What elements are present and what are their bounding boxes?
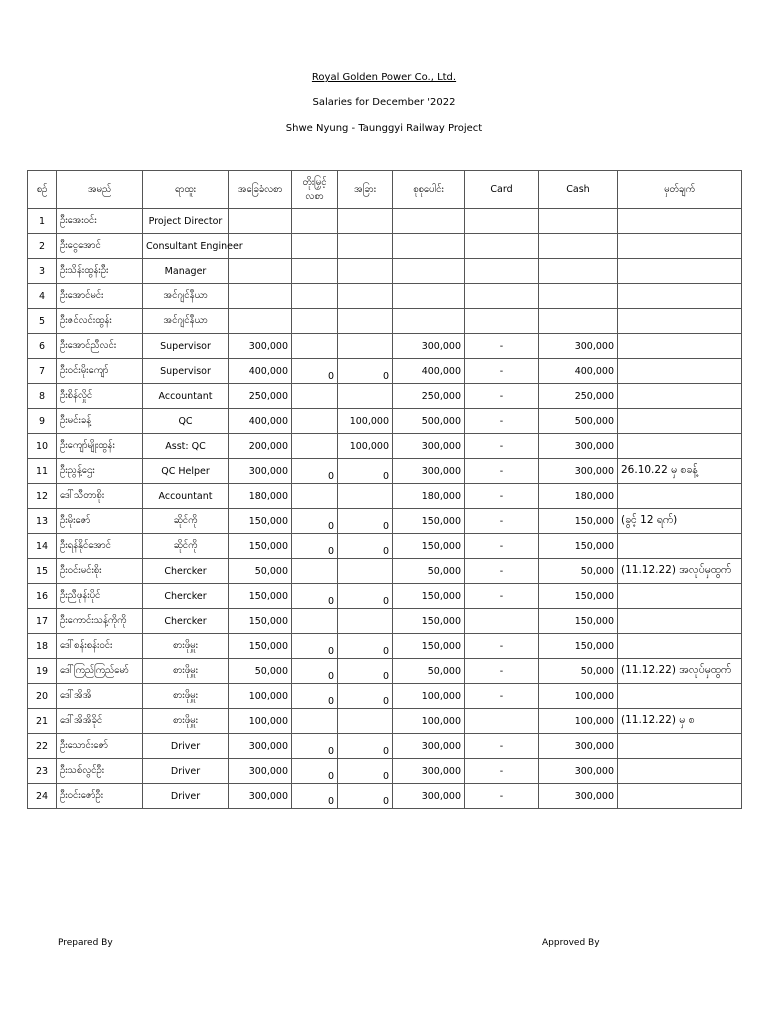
cell-cash: 400,000 [539, 359, 618, 384]
cell-remark [618, 734, 742, 759]
cell-name: ဒေါ်သီတာစိုး [57, 484, 143, 509]
table-row [28, 659, 742, 684]
prepared-by-label: Prepared By [58, 938, 113, 948]
cell-position: Chercker [143, 584, 229, 609]
col-header-total: စုစုပေါင်း [393, 171, 465, 209]
cell-increment [292, 559, 338, 584]
table-row [28, 434, 742, 459]
cell-basic-salary: 150,000 [229, 609, 292, 634]
cell-card: - [465, 534, 539, 559]
cell-total: 100,000 [393, 684, 465, 709]
cell-name: ဦးဝင်းမင်းစိုး [57, 559, 143, 584]
cell-total: 300,000 [393, 334, 465, 359]
cell-cash: 150,000 [539, 584, 618, 609]
table-row [28, 409, 742, 434]
cell-name: ဦးဝင်းမိုးကျော် [57, 359, 143, 384]
cell-other: 0 [338, 634, 393, 659]
cell-other: 0 [338, 659, 393, 684]
cell-total: 300,000 [393, 459, 465, 484]
cell-card: - [465, 409, 539, 434]
cell-cash: 150,000 [539, 509, 618, 534]
cell-remark [618, 584, 742, 609]
cell-no: 22 [28, 734, 57, 759]
col-header-card: Card [465, 171, 539, 209]
cell-basic-salary: 50,000 [229, 559, 292, 584]
cell-name: ဦးမင်းခန့် [57, 409, 143, 434]
cell-total: 400,000 [393, 359, 465, 384]
approved-by-label: Approved By [542, 938, 600, 948]
cell-basic-salary: 150,000 [229, 584, 292, 609]
cell-cash: 300,000 [539, 759, 618, 784]
cell-position: Chercker [143, 559, 229, 584]
cell-other: 0 [338, 459, 393, 484]
table-row [28, 384, 742, 409]
table-row [28, 634, 742, 659]
cell-total [393, 234, 465, 259]
cell-position: စားဖိုမှူး [143, 659, 229, 684]
cell-position: Driver [143, 734, 229, 759]
cell-no: 1 [28, 209, 57, 234]
cell-remark [618, 309, 742, 334]
cell-name: ဦးမိုးဇော် [57, 509, 143, 534]
cell-other: 0 [338, 684, 393, 709]
cell-increment [292, 334, 338, 359]
cell-position: ဆိုင်ကို [143, 534, 229, 559]
cell-no: 9 [28, 409, 57, 434]
cell-cash: 100,000 [539, 709, 618, 734]
cell-name: ဦးအောင်ညီလင်း [57, 334, 143, 359]
cell-increment [292, 709, 338, 734]
cell-cash: 250,000 [539, 384, 618, 409]
cell-total: 300,000 [393, 434, 465, 459]
cell-basic-salary: 150,000 [229, 634, 292, 659]
cell-increment: 0 [292, 684, 338, 709]
cell-increment: 0 [292, 659, 338, 684]
cell-increment [292, 409, 338, 434]
cell-position: QC Helper [143, 459, 229, 484]
cell-cash: 300,000 [539, 784, 618, 809]
cell-basic-salary [229, 284, 292, 309]
cell-no: 23 [28, 759, 57, 784]
cell-basic-salary: 400,000 [229, 359, 292, 384]
cell-remark [618, 484, 742, 509]
table-row [28, 684, 742, 709]
cell-card: - [465, 584, 539, 609]
cell-cash [539, 234, 618, 259]
cell-other [338, 484, 393, 509]
cell-basic-salary: 300,000 [229, 784, 292, 809]
cell-name: ဒေါ်အိအိခိုင် [57, 709, 143, 734]
cell-other [338, 209, 393, 234]
cell-remark [618, 209, 742, 234]
cell-basic-salary: 400,000 [229, 409, 292, 434]
report-subtitle: Salaries for December '2022 [312, 97, 456, 108]
cell-position: စားဖိုမှူး [143, 634, 229, 659]
cell-other: 0 [338, 534, 393, 559]
cell-remark [618, 784, 742, 809]
salary-table [27, 170, 742, 809]
col-header-remark: မှတ်ချက် [618, 171, 742, 209]
cell-total: 250,000 [393, 384, 465, 409]
cell-total [393, 284, 465, 309]
cell-basic-salary: 300,000 [229, 334, 292, 359]
cell-name: ဦးငွေအောင် [57, 234, 143, 259]
cell-cash: 300,000 [539, 434, 618, 459]
cell-remark [618, 634, 742, 659]
cell-total: 150,000 [393, 509, 465, 534]
cell-no: 24 [28, 784, 57, 809]
cell-name: ဒေါ်အိအိ [57, 684, 143, 709]
cell-other [338, 309, 393, 334]
col-header-name: အမည် [57, 171, 143, 209]
cell-remark [618, 434, 742, 459]
cell-total: 300,000 [393, 759, 465, 784]
cell-increment [292, 484, 338, 509]
cell-basic-salary [229, 259, 292, 284]
cell-position: Driver [143, 784, 229, 809]
cell-name: ဦးစိန်လှိုင် [57, 384, 143, 409]
table-row [28, 334, 742, 359]
cell-total: 50,000 [393, 559, 465, 584]
table-body [28, 209, 742, 809]
cell-basic-salary: 300,000 [229, 759, 292, 784]
cell-card: - [465, 459, 539, 484]
table-row [28, 584, 742, 609]
cell-card: - [465, 734, 539, 759]
cell-cash: 300,000 [539, 334, 618, 359]
cell-cash: 300,000 [539, 734, 618, 759]
cell-basic-salary: 150,000 [229, 509, 292, 534]
cell-increment: 0 [292, 634, 338, 659]
cell-total [393, 309, 465, 334]
table-row [28, 259, 742, 284]
cell-cash: 150,000 [539, 609, 618, 634]
cell-increment: 0 [292, 784, 338, 809]
cell-no: 16 [28, 584, 57, 609]
cell-increment: 0 [292, 734, 338, 759]
cell-name: ဦးညီဖုန်းပိုင် [57, 584, 143, 609]
cell-basic-salary: 300,000 [229, 459, 292, 484]
cell-remark [618, 284, 742, 309]
cell-card: - [465, 559, 539, 584]
cell-remark: (ခွင့် 12 ရက်) [618, 509, 742, 534]
cell-name: ဦးညွန့်ဌေး [57, 459, 143, 484]
cell-total: 300,000 [393, 784, 465, 809]
cell-position: Consultant Engineer [143, 234, 229, 259]
cell-card: - [465, 484, 539, 509]
cell-position: Accountant [143, 484, 229, 509]
cell-basic-salary [229, 209, 292, 234]
cell-remark: (11.12.22) အလုပ်မှထွက် [618, 559, 742, 584]
cell-total [393, 209, 465, 234]
cell-no: 6 [28, 334, 57, 359]
cell-name: ဦးအောင်မင်း [57, 284, 143, 309]
table-row [28, 559, 742, 584]
cell-cash: 300,000 [539, 459, 618, 484]
cell-increment: 0 [292, 584, 338, 609]
cell-remark [618, 684, 742, 709]
cell-card: - [465, 384, 539, 409]
cell-total: 500,000 [393, 409, 465, 434]
cell-remark [618, 534, 742, 559]
cell-cash: 100,000 [539, 684, 618, 709]
cell-other [338, 384, 393, 409]
cell-cash: 500,000 [539, 409, 618, 434]
cell-remark [618, 384, 742, 409]
cell-increment [292, 609, 338, 634]
cell-total: 150,000 [393, 534, 465, 559]
cell-position: စားဖိုမှူး [143, 684, 229, 709]
cell-increment [292, 259, 338, 284]
table-row [28, 534, 742, 559]
cell-position: ဆိုင်ကို [143, 509, 229, 534]
cell-position: Project Director [143, 209, 229, 234]
cell-total: 150,000 [393, 584, 465, 609]
cell-card: - [465, 359, 539, 384]
cell-card: - [465, 634, 539, 659]
cell-card [465, 709, 539, 734]
cell-no: 13 [28, 509, 57, 534]
cell-remark [618, 259, 742, 284]
cell-position: QC [143, 409, 229, 434]
cell-remark [618, 409, 742, 434]
cell-name: ဒေါ်ကြည်ကြည်မော် [57, 659, 143, 684]
table-row [28, 509, 742, 534]
cell-cash: 50,000 [539, 559, 618, 584]
cell-basic-salary: 300,000 [229, 734, 292, 759]
cell-no: 3 [28, 259, 57, 284]
project-name: Shwe Nyung - Taunggyi Railway Project [285, 123, 483, 134]
table-row [28, 359, 742, 384]
cell-total [393, 259, 465, 284]
cell-cash [539, 259, 618, 284]
cell-increment [292, 284, 338, 309]
table-row [28, 484, 742, 509]
cell-name: ဦးရန်နိုင်အောင် [57, 534, 143, 559]
cell-total: 50,000 [393, 659, 465, 684]
cell-card [465, 309, 539, 334]
cell-name: ဦးသောင်းဇော် [57, 734, 143, 759]
cell-increment [292, 209, 338, 234]
cell-no: 4 [28, 284, 57, 309]
cell-name: ဒေါ်စန်းစန်းဝင်း [57, 634, 143, 659]
table-header-row [28, 171, 742, 209]
cell-other: 0 [338, 359, 393, 384]
cell-basic-salary: 100,000 [229, 684, 292, 709]
cell-position: Manager [143, 259, 229, 284]
table-row [28, 309, 742, 334]
cell-remark: (11.12.22) မှ စ [618, 709, 742, 734]
table-row [28, 284, 742, 309]
cell-position: Accountant [143, 384, 229, 409]
table-row [28, 759, 742, 784]
cell-remark [618, 234, 742, 259]
cell-other: 0 [338, 509, 393, 534]
cell-card: - [465, 659, 539, 684]
cell-other: 0 [338, 584, 393, 609]
cell-card [465, 209, 539, 234]
cell-name: ဦးဇင်လင်းထွန်း [57, 309, 143, 334]
cell-remark [618, 759, 742, 784]
cell-remark [618, 334, 742, 359]
cell-increment [292, 234, 338, 259]
cell-no: 15 [28, 559, 57, 584]
cell-other [338, 559, 393, 584]
cell-no: 17 [28, 609, 57, 634]
col-header-cash: Cash [539, 171, 618, 209]
cell-card [465, 234, 539, 259]
cell-basic-salary: 180,000 [229, 484, 292, 509]
cell-no: 12 [28, 484, 57, 509]
cell-cash: 150,000 [539, 634, 618, 659]
cell-remark [618, 359, 742, 384]
cell-cash [539, 284, 618, 309]
col-header-position: ရာထူး [143, 171, 229, 209]
cell-name: ဦးဝင်းဇော်ဦး [57, 784, 143, 809]
cell-other [338, 334, 393, 359]
cell-no: 14 [28, 534, 57, 559]
cell-name: ဦးသစ်လွင်ဦး [57, 759, 143, 784]
cell-increment: 0 [292, 509, 338, 534]
cell-cash [539, 209, 618, 234]
cell-increment [292, 309, 338, 334]
cell-no: 7 [28, 359, 57, 384]
cell-cash: 50,000 [539, 659, 618, 684]
cell-card: - [465, 509, 539, 534]
cell-card: - [465, 684, 539, 709]
table-row [28, 734, 742, 759]
cell-name: ဦးကောင်းသန့်ကိုကို [57, 609, 143, 634]
cell-position: စားဖိုမှူး [143, 709, 229, 734]
cell-basic-salary: 50,000 [229, 659, 292, 684]
cell-position: Driver [143, 759, 229, 784]
cell-no: 5 [28, 309, 57, 334]
cell-position: Chercker [143, 609, 229, 634]
table-row [28, 459, 742, 484]
cell-remark: 26.10.22 မှ စခန့် [618, 459, 742, 484]
cell-total: 300,000 [393, 734, 465, 759]
table-row [28, 784, 742, 809]
cell-basic-salary: 250,000 [229, 384, 292, 409]
cell-no: 21 [28, 709, 57, 734]
cell-basic-salary: 200,000 [229, 434, 292, 459]
cell-basic-salary: 150,000 [229, 534, 292, 559]
col-header-increment: တိုးမြှင့်လစာ [292, 171, 338, 209]
cell-card: - [465, 434, 539, 459]
cell-no: 18 [28, 634, 57, 659]
company-name: Royal Golden Power Co., Ltd. [311, 72, 457, 83]
cell-card: - [465, 784, 539, 809]
cell-increment: 0 [292, 459, 338, 484]
cell-position: Asst: QC [143, 434, 229, 459]
cell-other: 0 [338, 759, 393, 784]
cell-other [338, 234, 393, 259]
cell-name: ဦးသိန်းထွန်းဦး [57, 259, 143, 284]
cell-position: Supervisor [143, 334, 229, 359]
cell-other [338, 284, 393, 309]
cell-no: 10 [28, 434, 57, 459]
table-row [28, 209, 742, 234]
cell-cash: 180,000 [539, 484, 618, 509]
cell-increment: 0 [292, 759, 338, 784]
cell-total: 180,000 [393, 484, 465, 509]
cell-position: အင်ဂျင်နီယာ [143, 309, 229, 334]
cell-no: 11 [28, 459, 57, 484]
table-row [28, 609, 742, 634]
cell-card: - [465, 759, 539, 784]
cell-basic-salary [229, 309, 292, 334]
cell-remark [618, 609, 742, 634]
cell-cash [539, 309, 618, 334]
cell-position: Supervisor [143, 359, 229, 384]
cell-no: 8 [28, 384, 57, 409]
cell-name: ဦးအေးဝင်း [57, 209, 143, 234]
table-row [28, 709, 742, 734]
col-header-other: အခြား [338, 171, 393, 209]
col-header-no: စဉ် [28, 171, 57, 209]
cell-other [338, 609, 393, 634]
cell-increment: 0 [292, 534, 338, 559]
cell-card [465, 259, 539, 284]
cell-total: 100,000 [393, 709, 465, 734]
cell-other [338, 259, 393, 284]
cell-total: 150,000 [393, 609, 465, 634]
cell-other: 100,000 [338, 409, 393, 434]
cell-card [465, 609, 539, 634]
cell-no: 2 [28, 234, 57, 259]
col-header-basic-salary: အခြေခံလစာ [229, 171, 292, 209]
cell-increment [292, 434, 338, 459]
cell-name: ဦးကျော်မျိုးထွန်း [57, 434, 143, 459]
cell-other [338, 709, 393, 734]
table-row [28, 234, 742, 259]
cell-card: - [465, 334, 539, 359]
cell-cash: 150,000 [539, 534, 618, 559]
cell-position: အင်ဂျင်နီယာ [143, 284, 229, 309]
cell-card [465, 284, 539, 309]
cell-increment: 0 [292, 359, 338, 384]
cell-other: 100,000 [338, 434, 393, 459]
cell-no: 20 [28, 684, 57, 709]
cell-other: 0 [338, 734, 393, 759]
cell-total: 150,000 [393, 634, 465, 659]
cell-basic-salary: 100,000 [229, 709, 292, 734]
cell-no: 19 [28, 659, 57, 684]
cell-remark: (11.12.22) အလုပ်မှထွက် [618, 659, 742, 684]
cell-increment [292, 384, 338, 409]
cell-other: 0 [338, 784, 393, 809]
